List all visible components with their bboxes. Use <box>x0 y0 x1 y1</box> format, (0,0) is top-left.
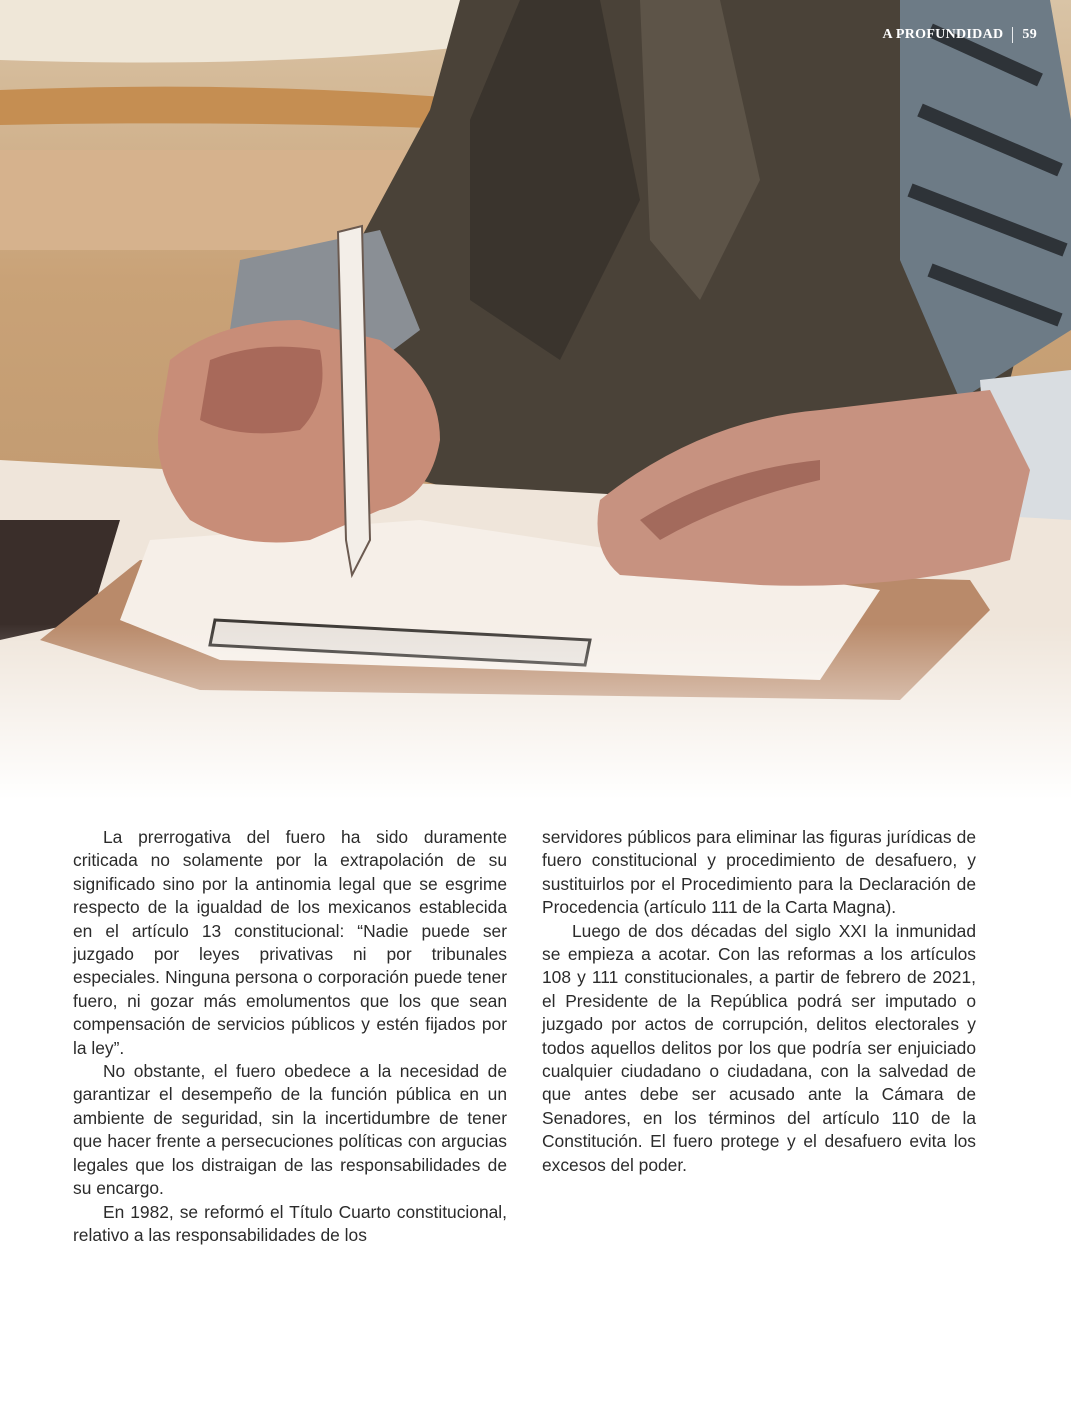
header-divider <box>1012 27 1013 43</box>
paragraph: La prerrogativa del fuero ha sido duramente criticada no solamente por la extrapolación de su significado sino por la antinomia legal que se esgrime respecto de la igualdad de los mexicanos establecida en el artículo 13 constitucional: “Nadie puede ser juzgado por leyes privativas ni por tribunales especiales. Ninguna persona o corporación puede tener fuero, ni gozar más emolumentos que los que sean compensación de servicios públicos y estén fijados por la ley”. <box>73 827 507 1058</box>
article-right-column <box>542 826 976 1177</box>
paragraph: En 1982, se reformó el Título Cuarto constitucional, relativo a las responsabilidades de los <box>73 1201 507 1245</box>
paragraph: No obstante, el fuero obedece a la necesidad de garantizar el desempeño de la función pública en un ambiente de seguridad, sin la incertidumbre de tener que hacer frente a persecuciones políticas con argucias legales que los distraigan de las responsabilidades de su encargo. <box>73 1061 507 1199</box>
running-header <box>882 27 1037 43</box>
page-number: 59 <box>1022 27 1037 42</box>
paragraph: Luego de dos décadas del siglo XXI la inmunidad se empieza a acotar. Con las reformas a los artículos 108 y 111 constitucionales, a partir de febrero de 2021, el Presidente de la República podrá ser imputado o juzgado por actos de corrupción, delitos electorales y todos aquellos delitos por los que podría ser enjuiciado cualquier ciudadano o ciudadana, con la salvedad de que antes debe ser acusado ante la Cámara de Senadores, en los términos del artículo 110 de la Constitución. El fuero protege y el desafuero evita los excesos del poder. <box>542 920 976 1175</box>
paragraph-continuation: servidores públicos para eliminar las figuras jurídicas de fuero constitucional y procedimiento de desafuero, y sustituirlos por el Procedimiento para la Declaración de Procedencia (artículo 111 de la Carta Magna). <box>542 827 976 918</box>
article-left-column <box>73 826 507 1247</box>
section-title: A PROFUNDIDAD <box>882 27 1004 42</box>
